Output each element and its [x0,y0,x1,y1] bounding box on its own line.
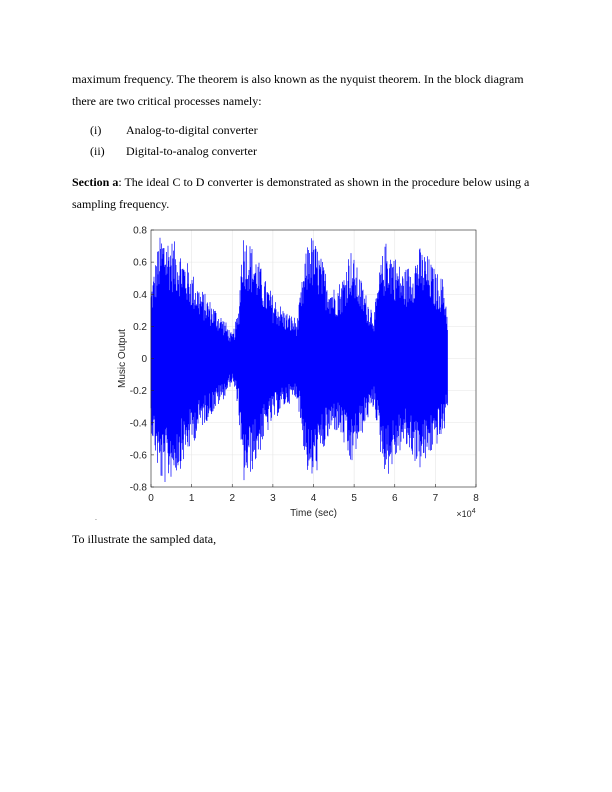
list-text: Digital-to-analog converter [126,144,257,158]
list-number: (ii) [90,144,105,158]
x-tick-label: 0 [148,493,154,504]
y-tick-label: -0.8 [129,482,147,494]
list-text: Analog-to-digital converter [126,123,258,137]
caption-dot: . [95,515,97,522]
x-tick-label: 8 [473,493,479,504]
x-tick-label: 1 [188,493,195,504]
x-tick-label: 4 [310,493,317,504]
x-tick-label: 3 [270,493,276,504]
x-multiplier-base: ×10 [456,509,472,519]
paragraph-sampled-data: To illustrate the sampled data, [72,532,217,546]
section-a-text: : The ideal C to D converter is demonstrated as shown in the procedure below using a sampling frequency. [72,175,530,211]
y-tick-label: 0.8 [133,225,147,237]
x-tick-label: 2 [229,493,236,504]
y-axis-label: Music Output [117,329,128,388]
y-tick-label: 0.4 [133,289,147,301]
chart-signal [151,238,448,482]
x-tick-label: 7 [432,493,439,504]
y-tick-label: 0 [141,354,147,365]
x-axis-label: Time (sec) [290,508,337,519]
x-multiplier-exponent: 4 [471,508,476,515]
section-a-label: Section a [72,175,119,189]
y-tick-label: -0.6 [129,450,147,462]
x-tick-label: 5 [351,493,357,504]
y-tick-label: -0.4 [129,418,147,430]
paragraph-intro: maximum frequency. The theorem is also known as the nyquist theorem. In the block diagram there are two critical processes namely: [72,72,524,108]
x-tick-label: 6 [391,493,398,504]
y-tick-label: 0.2 [133,321,147,333]
y-tick-label: -0.2 [129,386,147,398]
x-axis-multiplier [456,508,475,519]
list-number: (i) [90,123,102,137]
signal-waveform [151,238,448,482]
y-tick-label: 0.6 [133,257,147,269]
